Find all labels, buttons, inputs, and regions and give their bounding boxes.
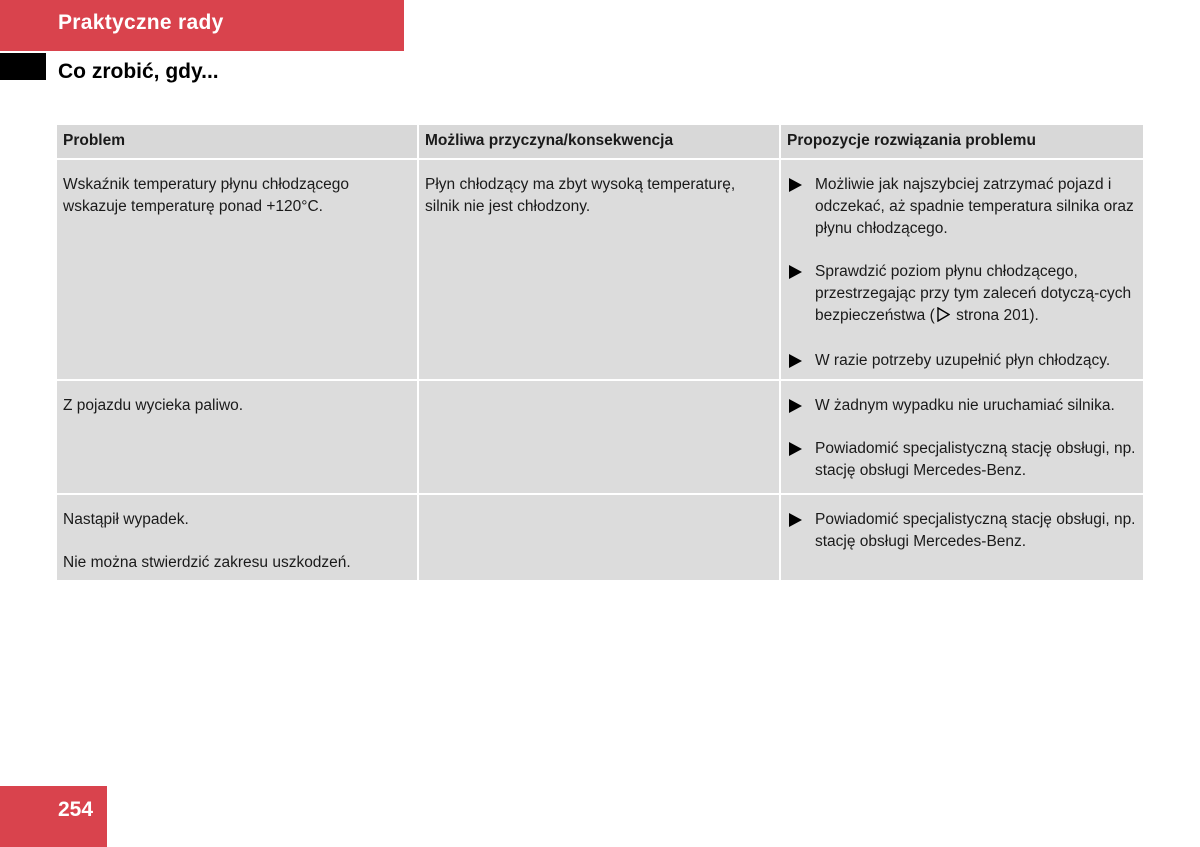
page-number: 254 bbox=[58, 798, 94, 821]
triangle-right-icon bbox=[789, 438, 815, 482]
problem-text: Nastąpił wypadek. bbox=[63, 511, 189, 528]
table-row bbox=[57, 495, 1143, 582]
cause-cell bbox=[419, 381, 779, 493]
table-row bbox=[57, 381, 1143, 495]
triangle-right-icon bbox=[789, 174, 815, 240]
problem-cell bbox=[57, 495, 417, 580]
solution-step bbox=[789, 438, 1137, 482]
solution-text-with-reference bbox=[815, 261, 1137, 329]
problem-text: Wskaźnik temperatury płynu chłodzącego wskazuje temperaturę ponad +120°C. bbox=[63, 176, 350, 215]
cause-cell bbox=[419, 160, 779, 379]
solution-text: Powiadomić specjalistyczną stację obsługi, np. stację obsługi Mercedes-Benz. bbox=[815, 440, 1136, 479]
page-reference-link[interactable]: strona 201). bbox=[956, 307, 1039, 324]
solution-step bbox=[789, 509, 1137, 553]
triangle-right-icon bbox=[789, 261, 815, 329]
solution-cell bbox=[781, 495, 1143, 580]
solution-text: Sprawdzić poziom płynu chłodzącego, przestrzegając przy tym zaleceń dotyczą-cych bezpieczeństwa ( bbox=[815, 263, 1132, 324]
problem-text: Z pojazdu wycieka paliwo. bbox=[63, 397, 244, 414]
page-title: Co zrobić, gdy... bbox=[58, 60, 219, 83]
solution-step bbox=[789, 395, 1137, 417]
table-header-row bbox=[57, 125, 1143, 160]
solution-cell bbox=[781, 160, 1143, 379]
triangle-right-icon bbox=[789, 509, 815, 553]
problem-cell bbox=[57, 160, 417, 379]
triangle-right-icon bbox=[789, 395, 815, 417]
column-header-problem: Problem bbox=[57, 125, 417, 158]
problem-cell bbox=[57, 381, 417, 493]
solution-text: W żadnym wypadku nie uruchamiać silnika. bbox=[815, 397, 1115, 414]
troubleshooting-table bbox=[57, 125, 1143, 582]
problem-text: Nie można stwierdzić zakresu uszkodzeń. bbox=[63, 554, 351, 571]
solution-text: Powiadomić specjalistyczną stację obsługi, np. stację obsługi Mercedes-Benz. bbox=[815, 511, 1136, 550]
solution-cell bbox=[781, 381, 1143, 493]
section-title: Praktyczne rady bbox=[58, 11, 224, 34]
column-header-cause: Możliwa przyczyna/konsekwencja bbox=[419, 125, 779, 158]
cause-cell bbox=[419, 495, 779, 580]
solution-step bbox=[789, 174, 1137, 240]
page-reference-icon bbox=[937, 307, 950, 329]
solution-text: W razie potrzeby uzupełnić płyn chłodzący. bbox=[815, 352, 1111, 369]
table-row bbox=[57, 160, 1143, 381]
solution-step bbox=[789, 261, 1137, 329]
column-header-solution: Propozycje rozwiązania problemu bbox=[781, 125, 1143, 158]
solution-text: Możliwie jak najszybciej zatrzymać pojazd i odczekać, aż spadnie temperatura silnika oraz płynu chłodzącego. bbox=[815, 176, 1134, 237]
cause-text: Płyn chłodzący ma zbyt wysoką temperaturę, silnik nie jest chłodzony. bbox=[425, 176, 736, 215]
triangle-right-icon bbox=[789, 350, 815, 372]
solution-step bbox=[789, 350, 1137, 372]
chapter-marker bbox=[0, 53, 46, 80]
